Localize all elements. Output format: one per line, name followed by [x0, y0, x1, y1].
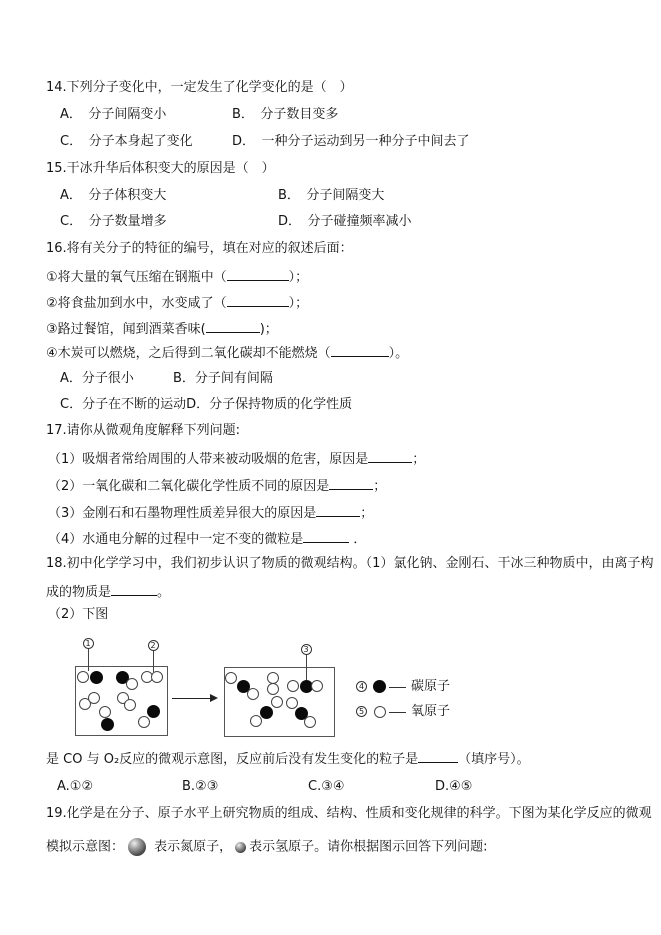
q16-item-2 [46, 294, 308, 312]
legend-dash [389, 687, 406, 688]
molecule-label-1: 1 [83, 638, 94, 649]
oxygen-atom [271, 696, 283, 708]
oxygen-atom [286, 697, 298, 709]
oxygen-atom [99, 706, 111, 718]
oxygen-atom [304, 716, 316, 728]
oxygen-atom [287, 680, 299, 692]
answer-blank[interactable] [111, 583, 157, 596]
q18-line-2-tail: 。 [157, 585, 171, 600]
q17-item-1-tail: ； [412, 452, 426, 467]
q16-item-3 [46, 320, 278, 338]
q18-line-2-text: 成的物质是 [46, 585, 112, 600]
molecule-label-3: 3 [301, 644, 312, 655]
q16-option-a: A．分子很小 [60, 371, 134, 386]
legend-number-4: 4 [356, 681, 367, 692]
oxygen-atom-icon [374, 706, 386, 718]
hydrogen-atom-icon [235, 842, 246, 853]
q16-item-1-text: ①将大量的氧气压缩在钢瓶中（ [46, 270, 227, 285]
legend-label-carbon: 碳原子 [411, 679, 451, 694]
nitrogen-atom-icon [128, 838, 146, 856]
q14-option-a: A． 分子间隔变小 [60, 107, 167, 122]
q18-caption-tail: （填序号）。 [458, 752, 530, 767]
oxygen-atom [77, 671, 89, 683]
q18-option-a: A.①② [57, 779, 94, 794]
legend-number-5: 5 [356, 706, 367, 717]
question-17-text: 17.请你从微观角度解释下列问题: [46, 423, 241, 438]
question-16-text: 16.将有关分子的特征的编号，填在对应的叙述后面： [46, 241, 353, 256]
reaction-arrow [172, 698, 210, 699]
q18-caption-text: 是 CO 与 O₂反应的微观示意图，反应前后没有发生变化的粒子是 [46, 752, 419, 767]
q19-line-2-end: 表示氢原子。请你根据图示回答下列问题: [249, 839, 488, 855]
q16-item-1-tail: ）； [288, 270, 309, 285]
label-leader-line [153, 650, 154, 672]
label-leader-line [88, 648, 89, 671]
answer-blank[interactable] [329, 477, 373, 490]
oxygen-atom [225, 672, 237, 684]
carbon-atom-icon [373, 680, 386, 693]
q17-item-4-text: （4）水通电分解的过程中一定不变的微粒是 [48, 532, 304, 547]
q16-item-2-tail: ）； [288, 296, 309, 311]
q16-option-b: B．分子间有间隔 [173, 371, 273, 386]
q17-item-4-tail: ． [349, 532, 367, 547]
q17-item-1 [48, 450, 425, 468]
q16-item-2-text: ②将食盐加到水中，水变咸了（ [46, 296, 227, 311]
q19-line-2-mid: 表示氮原子， [150, 839, 233, 855]
q15-option-c: C． 分子数量增多 [60, 214, 167, 229]
carbon-atom [90, 671, 103, 684]
answer-blank[interactable] [206, 320, 260, 333]
oxygen-atom [124, 699, 136, 711]
q16-options-row-2: C．分子在不断的运动D．分子保持物质的化学性质 [60, 397, 353, 412]
q17-item-2-tail: ； [373, 479, 387, 494]
q19-line-2-text: 模拟示意图： [46, 839, 125, 855]
q18-option-c: C.③④ [308, 779, 345, 794]
answer-blank[interactable] [331, 344, 389, 357]
q18-part-2-label: （2）下图 [48, 607, 109, 622]
answer-blank[interactable] [227, 294, 289, 307]
q14-option-d: D． 一种分子运动到另一种分子中间去了 [232, 134, 470, 149]
q16-item-3-text: ③路过餐馆，闻到酒菜香味( [46, 322, 206, 337]
reaction-arrow-head [210, 694, 218, 702]
q15-option-a: A． 分子体积变大 [60, 188, 167, 203]
q16-item-3-tail: )； [259, 322, 278, 337]
oxygen-atom [267, 683, 279, 695]
q14-option-c: C． 分子本身起了变化 [60, 134, 193, 149]
question-14-text: 14.下列分子变化中，一定发生了化学变化的是（ ） [46, 80, 353, 95]
molecule-label-2: 2 [148, 640, 159, 651]
question-19-line-2 [46, 838, 488, 856]
q18-option-b: B.②③ [182, 779, 219, 794]
oxygen-atom [138, 716, 150, 728]
answer-blank[interactable] [303, 530, 349, 543]
oxygen-atom [247, 688, 259, 700]
q16-item-4-text: ④木炭可以燃烧，之后得到二氧化碳却不能燃烧（ [46, 346, 331, 361]
q17-item-4 [48, 530, 366, 548]
q17-item-2 [48, 477, 386, 495]
q17-item-2-text: （2）一氧化碳和二氧化碳化学性质不同的原因是 [48, 479, 330, 494]
question-18-line-2 [46, 583, 170, 601]
oxygen-atom [126, 678, 138, 690]
q18-option-d: D.④⑤ [435, 779, 473, 794]
answer-blank[interactable] [227, 268, 289, 281]
oxygen-atom [88, 692, 100, 704]
answer-blank[interactable] [316, 504, 360, 517]
q15-option-d: D． 分子碰撞频率减小 [278, 214, 412, 229]
q16-item-1 [46, 268, 308, 286]
q14-option-b: B． 分子数目变多 [232, 107, 339, 122]
q16-item-4-tail: ）。 [388, 346, 409, 361]
carbon-atom [101, 718, 114, 731]
carbon-atom [147, 705, 160, 718]
question-15-text: 15.干冰升华后体积变大的原因是（ ） [46, 161, 275, 176]
q17-item-3-text: （3）金刚石和石墨物理性质差异很大的原因是 [48, 506, 317, 521]
label-leader-line [306, 654, 307, 680]
answer-blank[interactable] [418, 750, 458, 763]
carbon-atom [260, 706, 273, 719]
legend-label-oxygen: 氧原子 [411, 704, 451, 719]
answer-blank[interactable] [368, 450, 412, 463]
oxygen-atom [311, 680, 323, 692]
q15-option-b: B． 分子间隔变大 [278, 188, 385, 203]
question-18-line-1: 18.初中化学学习中，我们初步认识了物质的微观结构。（1）氯化钠、金刚石、干冰三种物质中，由离子构 [46, 556, 654, 571]
q17-item-3-tail: ； [360, 506, 374, 521]
oxygen-atom [151, 671, 163, 683]
q18-diagram-caption [46, 750, 530, 768]
question-19-line-1: 19.化学是在分子、原子水平上研究物质的组成、结构、性质和变化规律的科学。下图为某化学反应的微观 [46, 806, 652, 821]
q16-item-4 [46, 344, 408, 362]
legend-dash [389, 712, 406, 713]
q17-item-1-text: （1）吸烟者常给周围的人带来被动吸烟的危害，原因是 [48, 452, 369, 467]
oxygen-atom [250, 715, 262, 727]
q17-item-3 [48, 504, 373, 522]
